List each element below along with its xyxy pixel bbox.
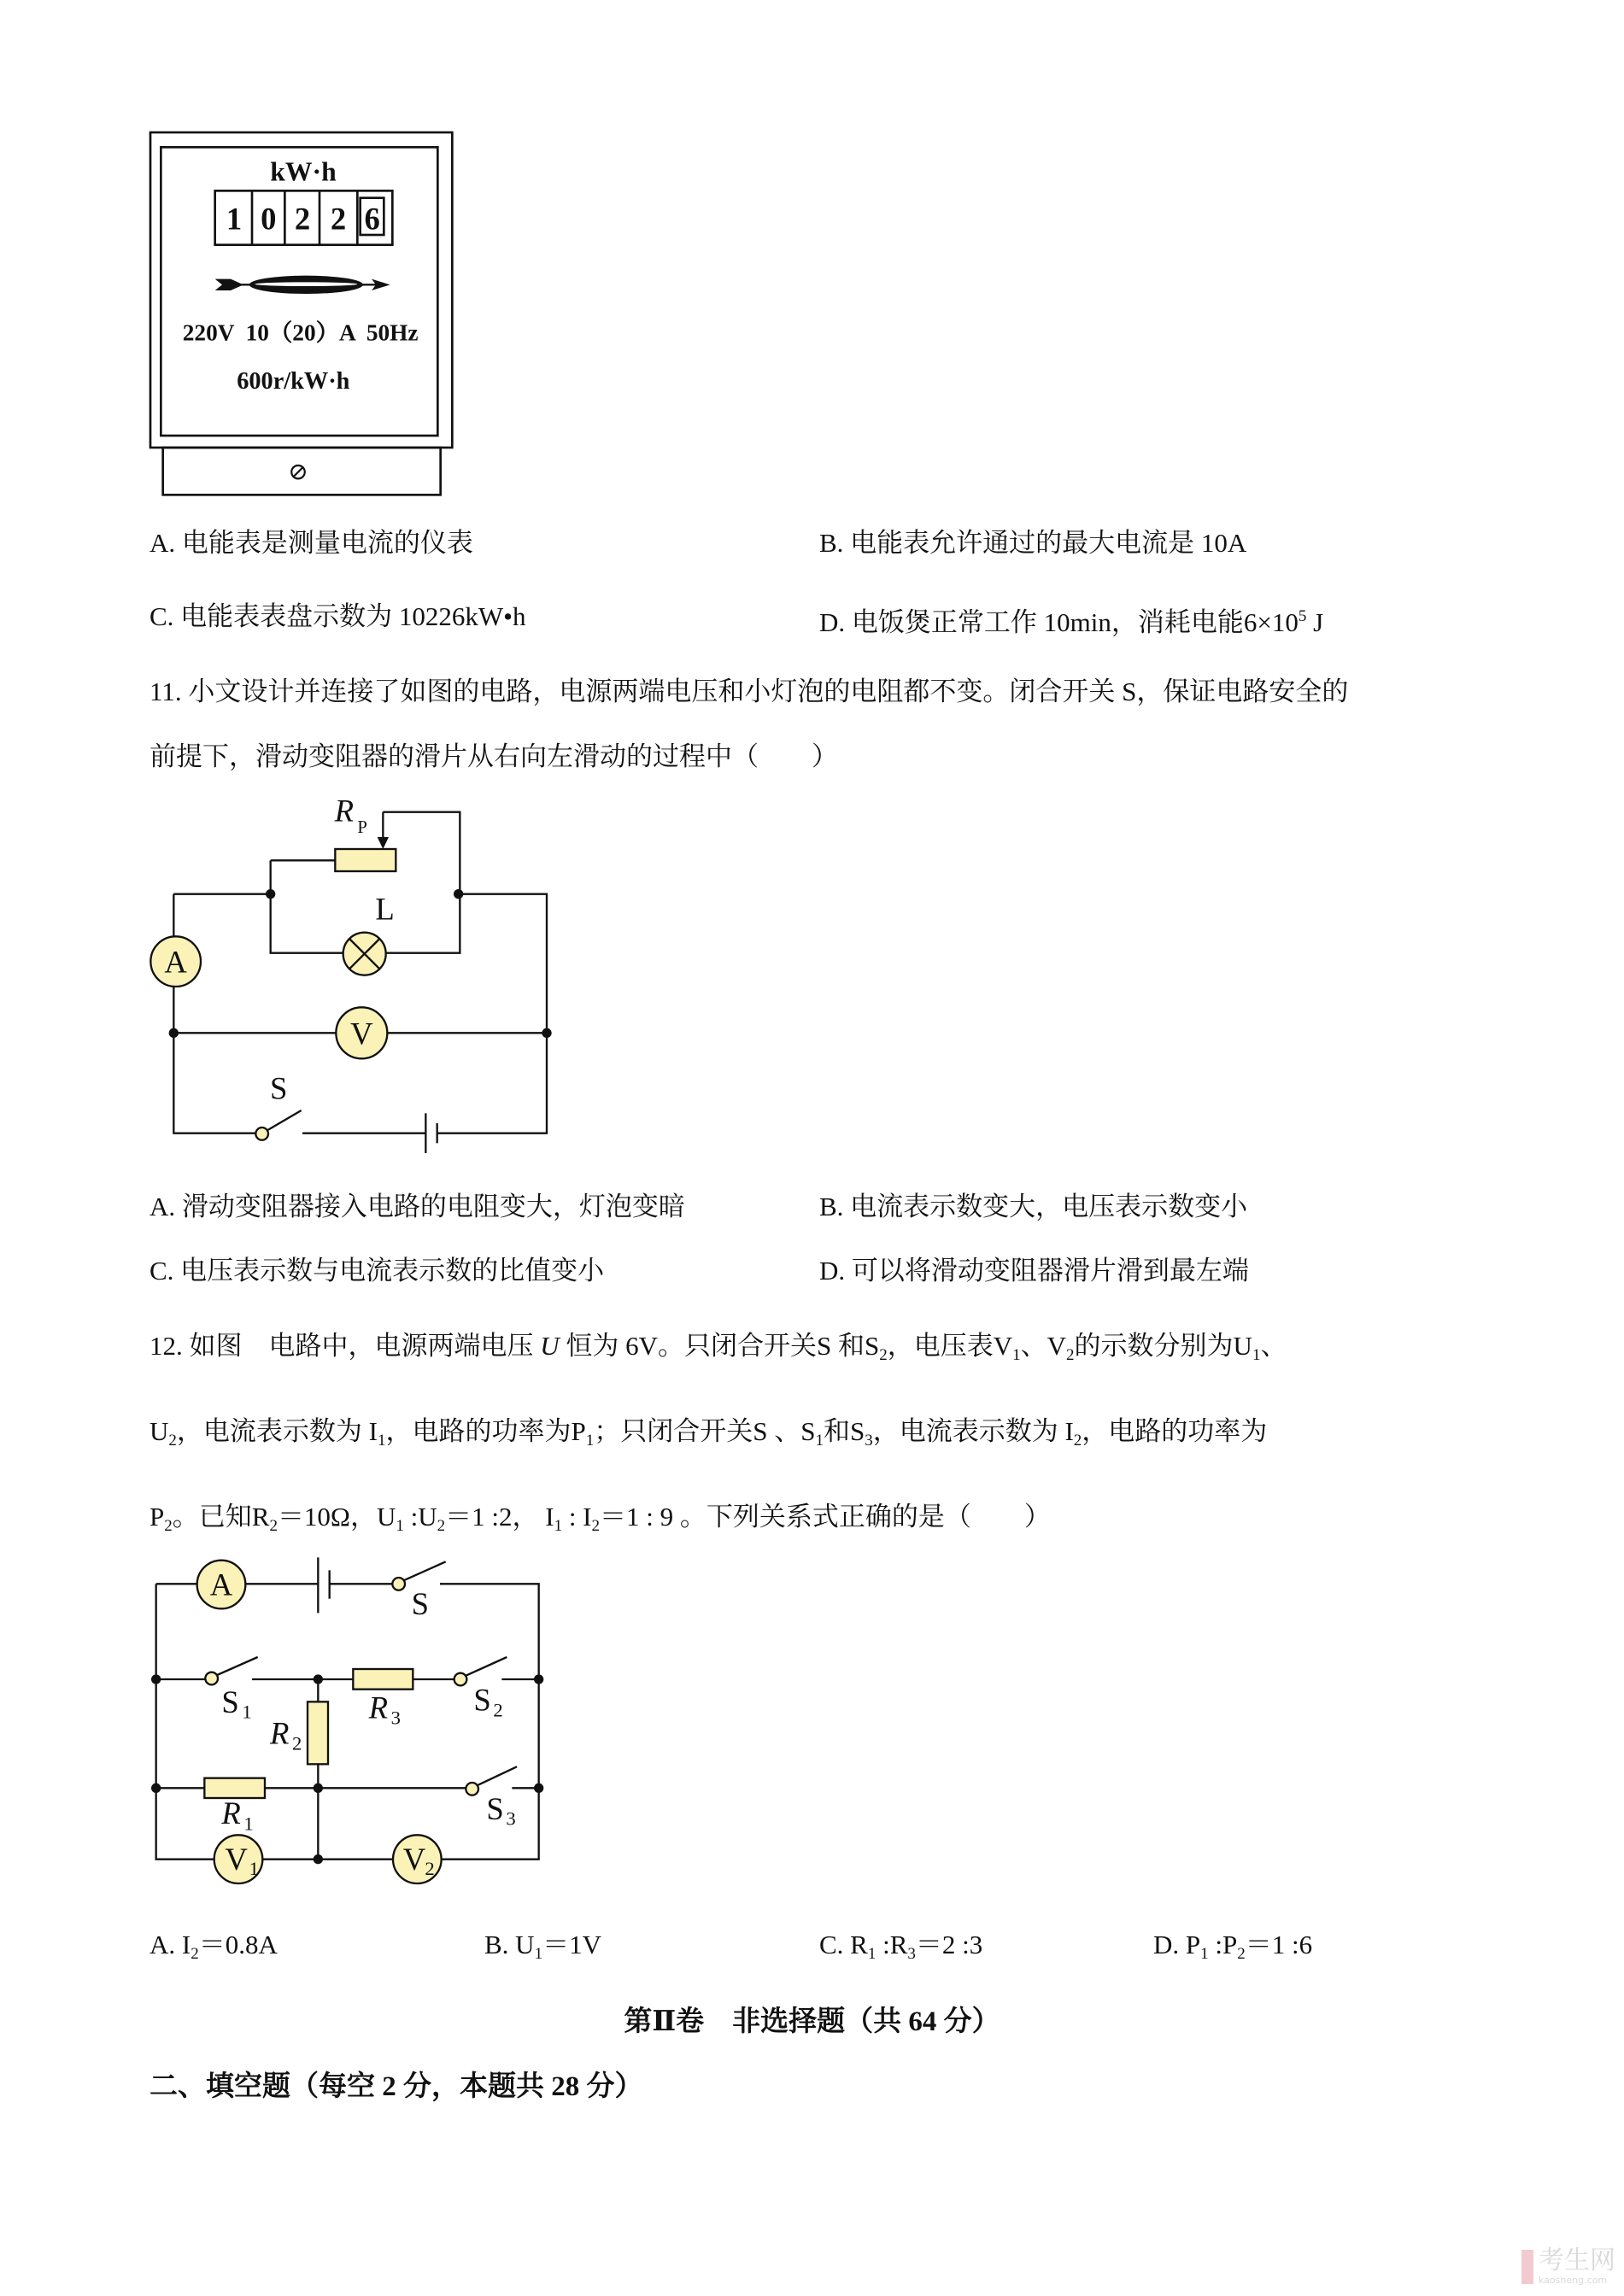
rheostat-sub: P bbox=[357, 818, 367, 837]
q12-option-c bbox=[819, 1928, 982, 1971]
electricity-meter-figure bbox=[128, 120, 470, 512]
text-segment: ，电流表示数为 I bbox=[176, 1416, 378, 1446]
resistor-r1-icon bbox=[204, 1778, 265, 1798]
section-heading: 二、填空题（每空 2 分，本题共 28 分） bbox=[150, 2071, 643, 2102]
resistor-r2-icon bbox=[308, 1702, 328, 1764]
text-segment: 2 bbox=[1066, 1346, 1075, 1364]
voltmeter-label: V bbox=[350, 1016, 373, 1051]
text-segment: 2 bbox=[1237, 1945, 1246, 1963]
switch-s3-label: S bbox=[486, 1791, 504, 1826]
subscript: 1 bbox=[242, 1701, 252, 1723]
text-segment: ，电路的功率为P bbox=[385, 1416, 586, 1446]
text-segment: ；只闭合开关S 、S bbox=[594, 1416, 816, 1446]
text-segment: ＝1 :2， I bbox=[445, 1502, 554, 1532]
q12-option-d bbox=[1153, 1928, 1312, 1971]
text-segment: 1 bbox=[554, 1517, 563, 1535]
text-segment: :P bbox=[1208, 1930, 1238, 1959]
text-segment: P bbox=[150, 1502, 165, 1532]
q11-stem-line1: 11. 小文设计并连接了如图的电路，电源两端电压和小灯泡的电阻都不变。闭合开关 S，保证电路安全的 bbox=[150, 676, 1349, 706]
text-segment: 2 bbox=[1073, 1432, 1082, 1450]
subscript: 1 bbox=[243, 1813, 254, 1835]
logo-icon bbox=[1521, 2250, 1533, 2284]
text-segment: ＝1 :6 bbox=[1245, 1930, 1313, 1959]
q12-option-a bbox=[150, 1928, 278, 1971]
q11-stem-line2: 前提下，滑动变阻器的滑片从右向左滑动的过程中（ ） bbox=[150, 741, 838, 771]
watermark bbox=[1521, 2247, 1615, 2286]
switch-s2-label: S bbox=[473, 1682, 491, 1718]
q12-stem-line2 bbox=[150, 1414, 1267, 1458]
text-segment: 1 bbox=[534, 1945, 543, 1963]
meter-digit: 1 bbox=[226, 201, 243, 237]
text-segment: B. U bbox=[484, 1930, 535, 1959]
text-segment: C. 电能表表盘示数为 10226kW•h bbox=[150, 601, 526, 631]
text-segment: U bbox=[540, 1331, 560, 1361]
rotating-disc-icon bbox=[215, 276, 390, 294]
switch-s1-icon bbox=[205, 1672, 218, 1685]
switch-s3-icon bbox=[466, 1783, 478, 1795]
text-segment: ＝0.8A bbox=[198, 1930, 278, 1959]
ammeter-label: A bbox=[209, 1567, 233, 1602]
text-segment: : I bbox=[562, 1502, 592, 1532]
meter-digit: 2 bbox=[330, 201, 347, 237]
q11-circuit-diagram bbox=[137, 786, 615, 1162]
meter-unit: kW·h bbox=[270, 156, 337, 187]
q11-option-c: C. 电压表示数与电流表示数的比值变小 bbox=[150, 1256, 605, 1286]
switch-s1-label: S bbox=[221, 1684, 239, 1719]
text-segment: D. P bbox=[1153, 1930, 1201, 1959]
q12-option-b bbox=[484, 1928, 601, 1971]
text-segment: ＝1V bbox=[542, 1930, 601, 1959]
resistor-r3-icon bbox=[353, 1669, 413, 1690]
q12-stem-line1 bbox=[150, 1329, 1287, 1373]
text-segment: :R bbox=[876, 1930, 908, 1959]
text-segment: ＝2 :3 bbox=[915, 1930, 983, 1959]
resistor-r3-label: R bbox=[368, 1690, 389, 1725]
section-title: 第Ⅱ卷 非选择题（共 64 分） bbox=[624, 2006, 1000, 2037]
lamp-label: L bbox=[375, 891, 395, 927]
subscript: 3 bbox=[506, 1807, 516, 1830]
text-segment: J bbox=[1306, 607, 1324, 637]
text-segment: 1 bbox=[1252, 1346, 1261, 1364]
resistor-r1-label: R bbox=[221, 1795, 241, 1830]
text-segment: 1 bbox=[377, 1432, 386, 1450]
text-segment: ，电压表V bbox=[887, 1331, 1013, 1361]
text-segment: 1 bbox=[585, 1432, 595, 1450]
text-segment: 、 bbox=[1260, 1331, 1287, 1361]
subscript: 2 bbox=[493, 1699, 503, 1721]
screw-icon: ⊘ bbox=[288, 459, 308, 486]
text-segment: 、V bbox=[1020, 1331, 1067, 1361]
subscript: 3 bbox=[390, 1707, 401, 1729]
text-segment: ，电流表示数为 I bbox=[872, 1416, 1074, 1446]
q10-option-c bbox=[150, 600, 526, 634]
text-segment: 。已知R bbox=[172, 1502, 270, 1532]
switch-s-icon bbox=[255, 1128, 268, 1140]
text-segment: C. R bbox=[819, 1930, 868, 1959]
switch-s-icon bbox=[392, 1578, 405, 1590]
q12-circuit-diagram bbox=[137, 1538, 564, 1905]
meter-constant: 600r/kW·h bbox=[237, 368, 350, 395]
text-segment: 2 bbox=[168, 1432, 177, 1450]
text-segment: 2 bbox=[164, 1517, 173, 1535]
q11-option-d: D. 可以将滑动变阻器滑片滑到最左端 bbox=[819, 1256, 1249, 1286]
text-segment: U bbox=[150, 1416, 169, 1446]
rheostat-label: R bbox=[334, 793, 355, 829]
slider-arrow-icon bbox=[378, 837, 389, 849]
text-segment: 2 bbox=[437, 1517, 446, 1535]
text-segment: 1 bbox=[396, 1517, 404, 1535]
resistor-r2-label: R bbox=[270, 1715, 290, 1751]
text-segment: 2 bbox=[269, 1517, 278, 1535]
text-segment: D. 电饭煲正常工作 10min，消耗电能6×10 bbox=[819, 607, 1299, 637]
watermark-name: 考生网 bbox=[1539, 2246, 1615, 2276]
text-segment: 2 bbox=[591, 1517, 600, 1535]
voltmeter-v2-label: V bbox=[402, 1842, 426, 1877]
text-segment: 的示数分别为U bbox=[1074, 1331, 1252, 1361]
meter-digit: 2 bbox=[294, 201, 311, 237]
meter-rating: 220V 10（20）A 50Hz bbox=[182, 319, 419, 346]
lamp-icon bbox=[343, 933, 386, 975]
text-segment: 恒为 6V。只闭合开关S 和S bbox=[559, 1331, 880, 1361]
text-segment: 5 bbox=[1298, 607, 1307, 625]
text-segment: 1 bbox=[1012, 1346, 1021, 1364]
switch-blade bbox=[267, 1110, 302, 1131]
rheostat-icon bbox=[335, 849, 396, 871]
text-segment: 3 bbox=[865, 1432, 873, 1450]
text-segment: B. 电能表允许通过的最大电流是 10A bbox=[819, 528, 1247, 558]
text-segment: 1 bbox=[1200, 1945, 1209, 1963]
text-segment: 2 bbox=[191, 1945, 199, 1963]
voltmeter-v1-label: V bbox=[225, 1842, 248, 1877]
meter-digit: 6 bbox=[364, 201, 380, 237]
text-segment: A. 电能表是测量电流的仪表 bbox=[150, 528, 473, 558]
text-segment: ，电路的功率为 bbox=[1082, 1416, 1268, 1446]
q11-option-b: B. 电流表示数变大，电压表示数变小 bbox=[819, 1192, 1248, 1221]
meter-digit: 0 bbox=[261, 201, 277, 237]
text-segment: 和S bbox=[823, 1416, 865, 1446]
text-segment: 12. 如图 电路中，电源两端电压 bbox=[150, 1331, 541, 1361]
text-segment: 3 bbox=[907, 1945, 916, 1963]
text-segment: :U bbox=[403, 1502, 437, 1532]
subscript: 2 bbox=[292, 1732, 302, 1754]
text-segment: 2 bbox=[879, 1346, 888, 1364]
q10-option-d bbox=[819, 600, 1323, 640]
text-segment: ＝1 : 9 。下列关系式正确的是（ ） bbox=[600, 1502, 1051, 1532]
subscript: 2 bbox=[425, 1858, 435, 1879]
q11-option-a: A. 滑动变阻器接入电路的电阻变大，灯泡变暗 bbox=[150, 1192, 685, 1221]
subscript: 1 bbox=[249, 1858, 259, 1879]
switch-s-label: S bbox=[411, 1586, 430, 1621]
text-segment: 1 bbox=[867, 1945, 876, 1963]
switch-label: S bbox=[270, 1070, 288, 1106]
q10-option-b bbox=[819, 526, 1246, 560]
text-segment: ＝10Ω，U bbox=[277, 1502, 396, 1532]
watermark-url: kaosheng.com bbox=[1539, 2275, 1608, 2286]
q10-option-a bbox=[150, 526, 473, 560]
text-segment: 1 bbox=[815, 1432, 824, 1450]
text-segment: A. I bbox=[150, 1930, 191, 1959]
switch-s2-icon bbox=[454, 1673, 467, 1686]
ammeter-label: A bbox=[164, 944, 187, 980]
